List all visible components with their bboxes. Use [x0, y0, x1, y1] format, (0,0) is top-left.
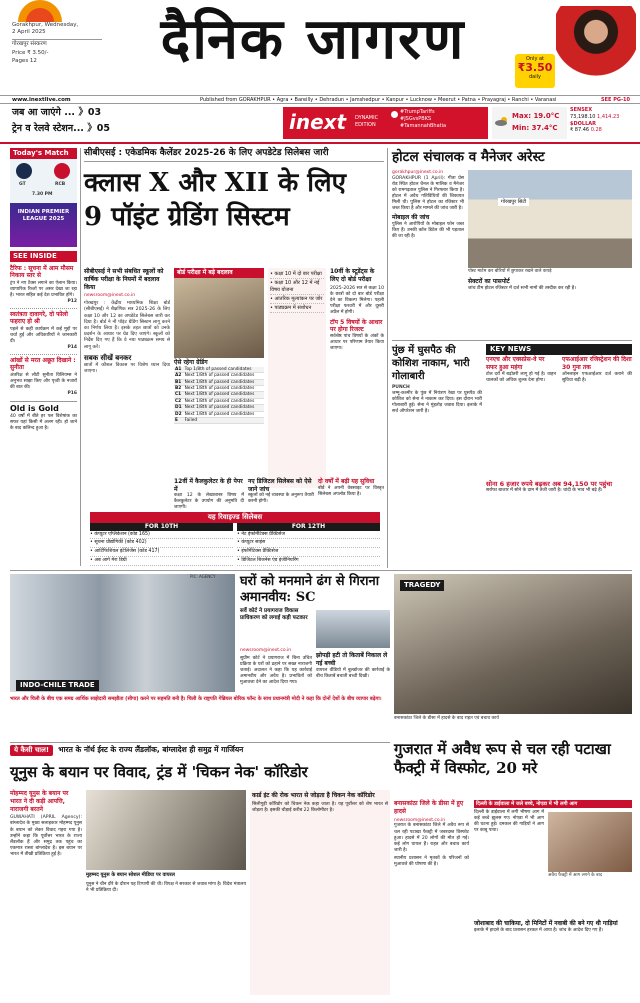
website-link[interactable]: www.inextlive.com	[12, 97, 71, 103]
tragedy-body: गुजरात के बनासकांठा जिले में अवैध रूप से चल रही पटाखा फैक्ट्री में जबरदस्त विस्फोट हुआ। हादसे में 20 लोगों की मौत हो गई। कई लोग घायल हैं। राहत और बचाव कार्य जारी है।	[394, 823, 469, 853]
board-point-item: • आंतरिक मूल्यांकन पर जोर	[270, 295, 324, 304]
grade-description: Next 1/8th of passed candidates	[184, 398, 264, 404]
chile-photo	[10, 574, 235, 692]
grade-code: C2	[174, 398, 184, 404]
yunus-photo-caption: मुहम्मद यूनुस के बयान सोशल मीडिया पर वायरल	[86, 872, 175, 878]
price-line: Price ₹ 3.50/-	[12, 50, 49, 57]
syllabus-item: • कंप्यूटर साइंस	[237, 539, 380, 548]
delhi-tag: दिल्ली के डाईवाला में जले बच्चे, नोएडा में भी लगी आग	[474, 800, 632, 808]
inside-item-2-body: पहले से कही कार्यक्रम में कई मुद्दों पर चर्चा हुई और अधिकारियों ने जानकारी दी।	[10, 326, 77, 344]
yunus-left-col	[10, 790, 82, 995]
lead-sub-1: सीबीएसई ने सभी संबधित स्कूलों को वार्षिक परीक्षा के नियमों में बदलाव किया	[84, 268, 164, 291]
syllabus-item: • नेट इंफोर्मेटिक्स प्रैक्टिसेज	[237, 531, 380, 540]
social-tag-1[interactable]: #TrumpTariffs	[400, 109, 435, 115]
yunus-mid-body: यूनुस ने चीन दौरे के दौरान यह टिप्पणी की थी। विपक्ष ने सरकार से जवाब मांगा है। विदेश मंत्रालय ने भी प्रतिक्रिया दी।	[86, 882, 246, 894]
inside-item-2-head[interactable]: स्वतंत्रता दावागरे, दो फोलो फहराए हो श्री	[10, 310, 68, 326]
grade-row	[174, 386, 264, 392]
teaser-strip	[0, 105, 640, 141]
board-box-head: बोर्ड परीक्षा में बड़े बदलाव	[174, 268, 264, 278]
kaisi-chaal-label: ये कैसी चाल!	[10, 745, 53, 756]
grade-description: Next 1/8th of passed candidates	[184, 379, 264, 385]
delhi-fire-story	[474, 800, 632, 995]
tragedy-photo	[394, 574, 632, 714]
inext-logo: inext	[289, 110, 347, 134]
bottom-kicker: भारत के नॉर्थ ईस्ट के राज्य लैंडलॉक, बांग्लादेश ही समुद्र में गार्जियन	[58, 745, 244, 754]
hotel-sub-body: पुलिस ने आरोपियों के मोबाइल फोन जब्त किए हैं। उनकी कॉल डिटेल की भी पड़ताल की जा रही है।	[392, 221, 464, 239]
tragedy-headline[interactable]: गुजरात में अवैध रूप से चल रही पटाखा फैक्ट्री में विस्फोट, 20 मरे	[394, 740, 611, 777]
lead-headline-2[interactable]: 9 पॉइंट ग्रेडिंग सिस्टम	[84, 202, 290, 233]
tragedy-byline: newsroom@inext.co.in	[394, 817, 446, 823]
grade-description: Next 1/8th of passed candidates	[184, 386, 264, 392]
gt-logo-icon	[16, 163, 32, 179]
edition-line: गोरखपुर संस्करण	[12, 39, 102, 48]
syllabus-item: • आर्टिफिशियल इंटेलिजेंस (कोड 417)	[90, 548, 233, 557]
key-news-text: KEY NEWS	[490, 345, 532, 353]
sc-sub: सर्वे कोर्ट ने प्रयागराज विकास प्राधिकरण को लगाई कड़ी फटकार	[240, 608, 308, 622]
see-inside-label: SEE INSIDE	[10, 251, 77, 262]
syllabus-10-list	[90, 531, 233, 567]
for-10th-label: FOR 10TH	[90, 523, 233, 531]
gold-price-story	[486, 480, 632, 530]
sc-story	[240, 574, 390, 734]
grade-description: Next 1/8th of passed candidates	[184, 411, 264, 417]
grade-row	[174, 417, 264, 423]
weather-max: Max: 19.0°C	[512, 112, 560, 120]
tragedy-story-body	[394, 800, 469, 995]
sensex-value: 73,198.10	[570, 113, 596, 120]
hotel-byline: gorakhpur@inext.co.in	[392, 170, 444, 175]
gold-head[interactable]: सोना 6 हजार रुपये बढ़कर अब 94,150 पर पहुंचा	[486, 480, 613, 488]
hotel-caption: पोस्ट मार्टम कर बोरियों में छुपाकर रखने वाले कपड़े	[468, 269, 552, 274]
key-news-2-body: ऑनलाइन एफआईआर दर्ज कराने की सुविधा बढ़ी है।	[562, 371, 632, 383]
sc-headline[interactable]: घरों को मनमाने ढंग से गिराना अमानवीय: SC	[240, 574, 380, 605]
key-news-1-body: टोल दरों में बढ़ोतरी लागू हो गई है। वाहन चालकों को अधिक शुल्क देना होगा।	[486, 371, 556, 383]
grade-code: E	[174, 417, 184, 423]
inside-item-3-body: अंतरिक्ष से लौटी सुनीता विलियम्स ने अनुभव साझा किए और पृथ्वी के नजारों की बात की।	[10, 372, 77, 390]
grade-row	[174, 411, 264, 417]
bottom-headline[interactable]: यूनुस के बयान पर विवाद, ट्रंड में 'चिकन नेक' कॉरिडोर	[10, 763, 308, 781]
hotel-body: GORAKHPUR (1 April): गीता प्रेस रोड स्थित होटल चैनल के मालिक व मैनेजर को रामगढ़ताल पुलिस ने गिरफ्तार किया है। होटल में अवैध गतिविधियों की शिकायत मिली थी। पुलिस ने होटल का रजिस्टर भी जब्त किया है और मामले की जांच जारी है।	[392, 175, 464, 212]
students-photo	[174, 278, 264, 358]
chile-caption: भारत और चिली के बीच एक समग्र आर्थिक साझेदारी समझौता (सीपा) करने पर सहमति बनी है। चिली के राष्ट्रपति गेब्रियल बोरिक फॉन्ट के साथ प्रधानमंत्री मोदी ने कहा कि दोनों देशों के बीच व्यापार बढ़ेगा।	[10, 696, 382, 702]
hotel-headline[interactable]: होटल संचालक व मैनेजर अरेस्ट	[392, 149, 545, 165]
yunus-left-body: GUWAHATI (APRIL Agency): बांग्लादेश के मुख्य सलाहकार मोहम्मद यूनुस के बयान को लेकर विवाद गहरा गया है। उन्होंने कहा कि पूर्वोत्तर भारत के राज्य लैंडलॉक हैं और समुद्र तक पहुंच का एकमात्र रास्ता बांग्लादेश है। इस बयान पर भारत में तीखी प्रतिक्रिया हुई है।	[10, 815, 82, 857]
grade-row	[174, 405, 264, 411]
hotel-sub-2: सेक्टरों का पासपोर्ट	[468, 278, 510, 285]
syllabus-item: • इंफॉर्मेटिक्स प्रैक्टिसेज	[237, 548, 380, 557]
grade-code: C1	[174, 392, 184, 398]
inext-band	[283, 107, 488, 139]
inside-item-1-page: P12	[67, 298, 77, 304]
grade-description: Next 1/8th of passed candidates	[184, 405, 264, 411]
for-12th-label: FOR 12TH	[237, 523, 380, 531]
sc-body: सुप्रीम कोर्ट ने प्रयागराज में बिना उचित प्रक्रिया के घरों को ढहाने पर सख्त नाराजगी जताई। अदालत ने कहा कि यह कार्रवाई अमानवीय और अवैध है। प्रभावितों को मुआवजा देने का आदेश दिया गया।	[240, 656, 312, 686]
sc-box-body: वायरल वीडियो में बुलडोजर की कार्रवाई के बीच किताबें बचाती बच्ची दिखी।	[316, 667, 390, 679]
gold-body: सर्राफा बाजार में सोने के दाम में तेजी जारी है। चांदी के भाव भी बढ़े हैं।	[486, 488, 603, 494]
bottom-kicker-row	[10, 745, 390, 759]
team-1: GT	[19, 181, 26, 187]
chicken-neck-box	[250, 790, 390, 995]
grade-description: Top 1/8th of passed candidates	[184, 367, 264, 373]
cloud-sun-icon	[495, 116, 509, 126]
sched-head: यह रिवाइज्ड सिलेबस	[90, 512, 380, 523]
grade-code: A2	[174, 373, 184, 379]
lead-byline: newsroom@inext.co.in	[84, 293, 136, 299]
grade-row	[174, 398, 264, 404]
grading-table	[174, 367, 264, 424]
promo-daily: daily	[529, 74, 541, 81]
key-news-1-head[interactable]: एनएच और एक्सप्रेस-वे पर सफर हुआ महंगा	[486, 356, 545, 371]
market-box	[570, 107, 636, 139]
delhi-photo	[548, 812, 632, 872]
skills-head: सबक सीखें बनकर	[84, 353, 132, 362]
poonch-story	[392, 344, 482, 564]
grade-row	[174, 367, 264, 373]
twitter-icon	[391, 111, 398, 118]
side-head[interactable]: 10वीं के स्टूडेंट्स के लिए दो बोर्ड परीक्षा	[330, 268, 375, 283]
publication-bar	[0, 95, 640, 104]
hotel-sub-2-body: जांच टीम होटल रजिस्टर में दर्ज सभी नामों की तस्दीक कर रही है।	[468, 285, 576, 291]
inside-item-1-head[interactable]: टैरिफ : सूचना में आम मौसम निकाय स्तर से	[10, 264, 74, 279]
syllabus-item: • कंप्यूटर एप्लिकेशन (कोड 165)	[90, 531, 233, 540]
inside-item-2-page: P14	[67, 344, 77, 350]
social-tag-2[interactable]: #JSGvsPBKS	[400, 116, 432, 122]
key-news-2-head[interactable]: एफआईआर रजिस्ट्रेशन की दिशा 30 गुना तक	[562, 356, 632, 371]
rcb-logo-icon	[54, 163, 70, 179]
grade-code: D2	[174, 411, 184, 417]
grade-description: Next 1/8th of passed candidates	[184, 373, 264, 379]
inside-item-3-page: P16	[67, 390, 77, 396]
todays-match-label: Today's Match	[10, 148, 77, 159]
board-points	[268, 268, 326, 315]
dollar-label: $DOLLAR	[570, 120, 596, 127]
chicken-head: कार्ड इंट की रोक भारत से जोड़ता है चिकन नेक कॉरिडोर	[252, 792, 375, 799]
weather-box	[492, 107, 567, 139]
lead-headline-1[interactable]: क्लास X और XII के लिए	[84, 168, 346, 199]
supreme-court-photo	[316, 610, 390, 648]
poonch-byline: PUNCH	[392, 385, 410, 390]
delhi-body: दिल्ली के डाईवाला में लगी भीषण आग में कई बच्चे झुलस गए। नोएडा में भी आग की घटना हुई। दमकल की गाड़ियों ने आग पर काबू पाया।	[474, 810, 544, 834]
city-line: Gorakhpur, Wednesday,	[12, 22, 79, 28]
two-body: बोर्ड ने अपनी वेबसाइट पर विस्तृत सिलेबस अपलोड किया है।	[318, 485, 384, 497]
masthead	[0, 0, 640, 95]
tragedy-label: TRAGEDY	[400, 580, 444, 591]
pages-line: Pages 12	[12, 57, 37, 64]
two-head: दो वर्षों में बढ़ी यह सुविधा	[318, 478, 375, 485]
syllabus-12-list	[237, 531, 380, 567]
published-from: Published from GORAKHPUR • Agra • Bareilly • Dehradun • Jamshedpur • Kanpur • Lucknow • Meerut • Patna • Prayagraj • Ranchi • Varanasi	[200, 97, 557, 103]
new-body: स्कूलों को नई व्यवस्था के अनुरूप तैयारी करनी होगी।	[248, 493, 314, 505]
tragedy-sub-body: स्थानीय प्रशासन ने मृतकों के परिजनों को मुआवजे की घोषणा की है।	[394, 855, 469, 867]
grade-row	[174, 379, 264, 385]
match-time: 7.30 PM	[32, 191, 53, 197]
dollar-value: ₹ 87.46	[570, 127, 590, 134]
key-news	[486, 344, 632, 479]
promo-price: ₹3.50	[517, 61, 553, 75]
syllabus-item: • अब आगे मेरा डिग्री	[90, 557, 233, 566]
hotel-photo	[468, 170, 632, 268]
syllabus-item: • सूचना प्रौद्योगिकी (कोड 402)	[90, 539, 233, 548]
tragedy-block	[394, 574, 632, 734]
grade-description: Next 1/8th of passed candidates	[184, 392, 264, 398]
see-page: SEE PG-10	[601, 97, 630, 103]
grade-description: Failed	[184, 417, 264, 423]
syllabus-strip	[90, 512, 380, 568]
delhi-caption: अवैध फैक्ट्री में आग लगने के बाद	[548, 873, 603, 878]
grade-code: B2	[174, 386, 184, 392]
hotel-story	[392, 148, 632, 338]
ipl-league-badge: INDIAN PREMIER LEAGUE 2025	[10, 203, 77, 247]
social-tag-3[interactable]: #TamannahBhatia	[400, 123, 447, 129]
top5-head: टॉप 5 विषयों के आधार पर होगा रिजल्ट	[330, 318, 383, 334]
board-point-item: • कक्षा 10 में दो बार परीक्षा	[270, 270, 324, 279]
old-is-gold-body: 40 वर्षों में बीते हर पल विशेषांक का सफर यहां किसी में अलग रही। हो जाने के बाद कलिन्द हुआ है।	[10, 413, 77, 431]
date-line: 2 April 2025	[12, 29, 46, 36]
key-news-label	[486, 344, 632, 355]
grade-row	[174, 373, 264, 379]
chicken-body: सिलीगुड़ी कॉरिडोर को चिकन नेक कहा जाता है। यह पूर्वोत्तर को शेष भारत से जोड़ता है। इसकी चौड़ाई करीब 22 किलोमीटर है।	[252, 801, 388, 813]
new-head: नए डिजिटल सिलेबस को ऐसे जाने जांच	[248, 478, 312, 493]
grade-code: D1	[174, 405, 184, 411]
tragedy-caption: बनासकांठा जिले के डीसा में हादसे के बाद राहत एवं बचाव कार्य	[394, 716, 499, 721]
teaser-1[interactable]: जब आ जाएंगे ... 》03	[12, 107, 102, 118]
lead-body-1: गोरखपुर : केंद्रीय माध्यमिक शिक्षा बोर्ड (सीबीएसई) ने शैक्षणिक सत्र 2025-26 के लिए कक्षा 10 और 12 का अपडेटेड सिलेबस जारी कर दिया है। बोर्ड ने नौ पॉइंट ग्रेडिंग सिस्टम लागू करने का निर्णय लिया है। इसके तहत छात्रों को उनके प्रदर्शन के आधार पर ग्रेड दिए जाएंगे। स्कूलों को निर्देश दिए गए हैं कि वे नया पाठ्यक्रम समय से लागू करें।	[84, 301, 170, 350]
promo-person-photo	[556, 6, 636, 92]
bottom-right-body: इलाके में हादसे के बाद प्रशासन हरकत में आया है। जांच के आदेश दिए गए हैं।	[474, 927, 603, 933]
sun-logo-icon	[14, 6, 66, 22]
side-body: 2025-2026 सत्र से कक्षा 10 के छात्रों को दो बार बोर्ड परीक्षा देने का विकल्प मिलेगा। पहली परीक्षा फरवरी में और दूसरी अप्रैल में होगी।	[330, 285, 384, 315]
board-point-item: • कक्षा 10 और 12 में नई विषय योजना	[270, 279, 324, 295]
left-sidebar	[10, 148, 77, 573]
syllabus-item: • डिजिटल बिजनेस एंड इंजीनियरिंग	[237, 557, 380, 566]
hotel-sign: गोरखपुर सिटी	[498, 198, 529, 206]
inside-item-3-head[interactable]: आंखों से मरत अछूत दिखाने : सुनीता	[10, 356, 76, 372]
pic-agency: PIC: AGENCY	[190, 574, 216, 579]
sensex-label: SENSEX	[570, 107, 593, 113]
poonch-headline[interactable]: पुंछ में घुसपैठ की कोशिश नाकाम, भारी गोलाबारी	[392, 345, 470, 382]
grade-code: B1	[174, 379, 184, 385]
grade-row	[174, 392, 264, 398]
calc-body: कक्षा 12 के लेखाशास्त्र विषय में कैलकुलेटर के उपयोग की अनुमति दी जाएगी।	[174, 493, 244, 511]
indo-chile-label: INDO-CHILE TRADE	[16, 680, 99, 691]
sc-box-head: झोपड़ी हटी तो किताबें निकाल ले गई बच्ची	[316, 652, 388, 667]
weather-min: Min: 37.4°C	[512, 124, 558, 132]
dollar-change: 0.28	[590, 127, 602, 134]
team-2: RCB	[55, 181, 66, 187]
calc-head: 12वीं में कैलकुलेटर के ही पेपर में	[174, 478, 243, 493]
tragedy-sub: बनासकांठा जिले के डीसा में हुए हादसे	[394, 800, 464, 815]
inside-item-1-body: ट्रंप ने नए टैक्स लगाने का ऐलान किया। व्यापारिक रिश्तों पर असर देखा जा रहा है। भारत सहित कई देश प्रभावित होंगे।	[10, 280, 77, 298]
bottom-right-head: जोशाबाद की चाकिया, दो मिनिटों में नवाबी की बने गए थी गाड़ियां	[474, 920, 618, 927]
lead-story	[84, 148, 384, 563]
sensex-change: 1,414.23	[597, 113, 620, 120]
grading-caption: ऐसे रहेगा ग्रेडिंग	[174, 358, 208, 366]
promo-badge	[515, 54, 555, 88]
lead-kicker: सीबीएसई : एकेडमिक कैलेंडर 2025-26 के लिए अपडेटेड सिलेबस जारी	[84, 148, 384, 162]
top5-body: सर्वश्रेष्ठ पांच विषयों के अंकों के आधार पर परिणाम तैयार किया जाएगा।	[330, 333, 384, 352]
sc-byline: newsroom@inext.co.in	[240, 648, 292, 653]
dynamic-edition: DYNAMIC EDITION	[355, 115, 379, 128]
yunus-left-head: मोहम्मद यूनुस के बयान पर भारत ने दी कड़ी आपत्ति, नाराजगी बरतने	[10, 790, 69, 813]
poonch-body: जम्मू-कश्मीर के पुंछ में नियंत्रण रेखा पर घुसपैठ की कोशिश को सेना ने नाकाम कर दिया। इस दौरान भारी गोलाबारी हुई। सेना ने मुंहतोड़ जवाब दिया। इलाके में सर्च ऑपरेशन जारी है।	[392, 390, 482, 415]
paper-title: दैनिक जागरण	[160, 6, 466, 72]
teaser-2[interactable]: ट्रेन व रेलवे स्टेशन... 》05	[12, 123, 110, 134]
yunus-photo	[86, 790, 246, 870]
hotel-sub: मोबाइल की जांच	[392, 214, 430, 222]
board-point-item: • पाठ्यक्रम में संशोधन	[270, 304, 324, 313]
skills-body: छात्रों में कौशल विकास पर विशेष ध्यान दिया जाएगा।	[84, 362, 170, 374]
promo-only: Only at	[525, 56, 545, 62]
old-is-gold-title: Old is Gold	[10, 403, 59, 413]
grade-code: A1	[174, 367, 184, 373]
